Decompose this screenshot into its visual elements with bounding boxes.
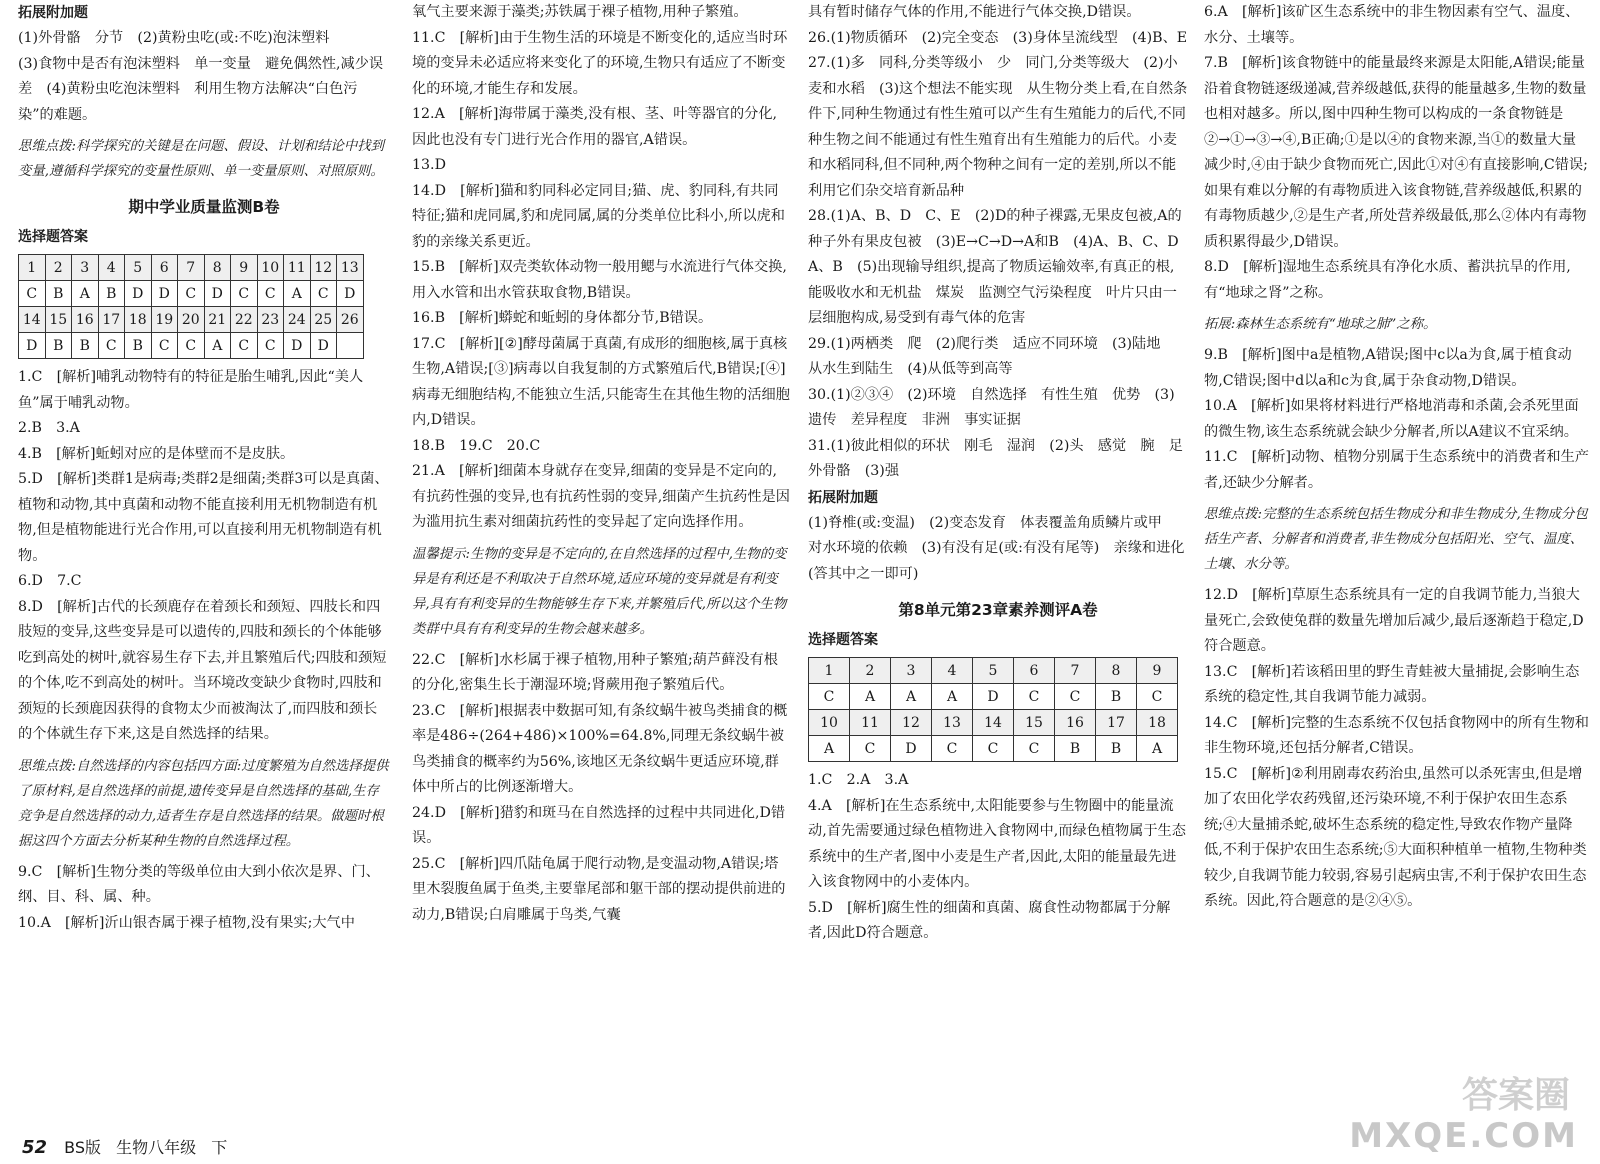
table-cell: 13 [337,255,364,281]
watermark-logo: 答案圈 [1461,1075,1570,1116]
table-cell: 1 [809,658,850,684]
table-cell: 10 [257,255,284,281]
table-cell: 19 [151,307,178,333]
table-cell: C [1137,684,1178,710]
answer-text: 6.D 7.C [18,573,82,589]
table-cell: 4 [98,255,125,281]
answer-text: 29.(1)两栖类 爬 (2)爬行类 适应不同环境 (3)陆地 从水生到陆生 (4)从低等到高等 [808,335,1175,377]
table-cell: C [932,736,973,762]
table-cell: 2 [45,255,72,281]
answer-text: 8.D [解析]古代的长颈鹿存在着颈长和颈短、四肢长和四肢短的变异,这些变异是可以遗传的,四肢和颈长的个体能够吃到高处的树叶,就容易生存下去,并且繁殖后代;四肢和颈短的个体,吃不到高处的树叶。当环境改变缺少食物时,四肢和颈短的长颈鹿因获得的食物太少而被淘汰了,而四肢和颈长的个体就生存下来,这是自然选择的结果。 [18,598,387,742]
table-cell: C [19,281,46,307]
answer-text: 9.C [解析]生物分类的等级单位由大到小依次是界、门、纲、目、科、属、种。 [18,863,380,905]
answer-text: 25.C [解析]四爪陆龟属于爬行动物,是变温动物,A错误;塔里木裂腹鱼属于鱼类,主要靠尾部和躯干部的摆动提供前进的动力,B错误;白肩雕属于鸟类,气囊 [412,855,786,923]
table-cell: 15 [45,307,72,333]
answer-text: 24.D [解析]猎豹和斑马在自然选择的过程中共同进化,D错误。 [412,804,786,846]
answer-text: 26.(1)物质循环 (2)完全变态 (3)身体呈流线型 (4)B、E [808,29,1188,46]
answer-text: (1)外骨骼 分节 (2)黄粉虫吃(或:不吃)泡沫塑料 [18,30,330,46]
table-cell: A [891,684,932,710]
answer-text: 5.D [解析]类群1是病毒;类群2是细菌;类群3可以是真菌、植物和动物,其中真菌和动物不能直接利用无机物制造有机物,但是植物能进行光合作用,可以直接利用无机物制造有机物。 [18,471,389,564]
thinking-tip: 思维点拨:自然选择的内容包括四方面:过度繁殖为自然选择提供了原材料,是自然选择的前提,遗传变异是自然选择的基础,生存竞争是自然选择的动力,适者生存是自然选择的结果。做题时根据这四个方面去分析某种生物的自然选择过程。 [18,758,389,849]
table-cell: 10 [809,710,850,736]
table-cell: 5 [973,658,1014,684]
table-cell: 8 [1096,658,1137,684]
table-cell: 16 [1055,710,1096,736]
answer-text: 4.B [解析]蚯蚓对应的是体壁而不是皮肤。 [18,445,295,462]
answer-text: 12.A [解析]海带属于藻类,没有根、茎、叶等器官的分化,因此也没有专门进行光合作用的器官,A错误。 [412,106,778,148]
table-cell: 23 [257,307,284,333]
table-row [19,281,364,307]
table-row [809,684,1178,710]
extension-tip: 拓展:森林生态系统有“地球之肺”之称。 [1204,317,1437,332]
table-row [809,736,1178,762]
answer-text: (1)脊椎(或:变温) (2)变态发育 体表覆盖角质鳞片或甲 对水环境的依赖 (3)有没有足(或:有没有尾等) 亲缘和进化(答其中之一即可) [808,514,1185,582]
edition-label: BS版 [64,1138,102,1157]
column-2 [412,0,790,1125]
table-cell: 15 [1014,710,1055,736]
table-cell [337,333,364,359]
table-cell: A [932,684,973,710]
table-cell: 20 [178,307,205,333]
table-cell: C [98,333,125,359]
table-cell: 12 [310,255,337,281]
table-cell: C [1014,684,1055,710]
table-cell: 18 [125,307,152,333]
table-cell: A [72,281,99,307]
table-cell: 18 [1137,710,1178,736]
table-cell: D [204,281,231,307]
answer-text: 22.C [解析]水杉属于裸子植物,用种子繁殖;葫芦藓没有根的分化,密集生长于潮湿环境;肾蕨用孢子繁殖后代。 [412,651,778,693]
table-cell: A [204,333,231,359]
table-cell: B [45,333,72,359]
page-number: 52 [22,1137,48,1158]
answer-text: 15.C [解析]②利用剧毒农药治虫,虽然可以杀死害虫,但是增加了农田化学农药残留,还污染环境,不利于保护农田生态系统;④大量捕杀蛇,破坏生态系统的稳定性,导致农作物产量降低,不利于保护农田生态系统;⑤大面积种植单一植物,生物种类较少,自我调节能力较弱,容易引起病虫害,不利于保护农田生态系统。因此,符合题意的是②④⑤。 [1204,765,1587,909]
table-cell: C [850,736,891,762]
answer-text: 23.C [解析]根据表中数据可知,有条纹蜗牛被鸟类捕食的概率是486÷(264+486)×100%=64.8%,同理无条纹蜗牛被鸟类捕食的概率约为56%,该地区无条纹蜗牛更适应环境,群体中所占的比例逐渐增大。 [412,702,788,795]
table-cell: C [809,684,850,710]
answer-text: 30.(1)②③④ (2)环境 自然选择 有性生殖 优势 (3)遗传 差异程度 非洲 事实证据 [808,386,1175,428]
table-row [19,255,364,281]
answer-table [18,254,364,359]
answer-text: 31.(1)彼此相似的环状 刚毛 湿润 (2)头 感觉 腕 足 外骨骼 (3)强 [808,437,1198,479]
table-cell: C [1014,736,1055,762]
answer-text: 10.A [解析]如果将材料进行严格地消毒和杀菌,会杀死里面的微生物,该生态系统就会缺少分解者,所以A建议不宜采纳。 [1204,398,1579,440]
table-cell: 25 [310,307,337,333]
table-cell: 14 [19,307,46,333]
table-cell: C [973,736,1014,762]
table-cell: D [151,281,178,307]
table-cell: 13 [932,710,973,736]
table-cell: 12 [891,710,932,736]
table-cell: D [125,281,152,307]
exam-title: 期中学业质量监测B卷 [128,198,280,216]
answer-text: 17.C [解析][②]酵母菌属于真菌,有成形的细胞核,属于真核生物,A错误;[③]病毒以自我复制的方式繁殖后代,B错误;[④]病毒无细胞结构,不能独立生活,只能寄生在其他生物的活细胞内,D错误。 [412,335,790,428]
table-cell: 2 [850,658,891,684]
table-cell: 21 [204,307,231,333]
table-cell: B [1055,736,1096,762]
table-cell: C [178,333,205,359]
table-cell: 6 [151,255,178,281]
exam-title: 第8单元第23章素养测评A卷 [898,601,1098,619]
answer-text: 14.D [解析]猫和豹同科必定同目;猫、虎、豹同科,有共同特征;猫和虎同属,豹和虎同属,属的分类单位比科小,所以虎和豹的亲缘关系更近。 [412,182,785,250]
answer-text: 4.A [解析]在生态系统中,太阳能要参与生物圈中的能量流动,首先需要通过绿色植物进入食物网中,而绿色植物属于生态系统中的生产者,图中小麦是生产者,因此,太阳的能量最先进入该食物网中的小麦体内。 [808,797,1186,890]
table-cell: D [284,333,311,359]
table-cell: A [284,281,311,307]
answer-text: 具有暂时储存气体的作用,不能进行气体交换,D错误。 [808,4,1141,20]
table-cell: B [1096,736,1137,762]
answer-text: 14.C [解析]完整的生态系统不仅包括食物网中的所有生物和非生物环境,还包括分解者,C错误。 [1204,714,1589,756]
column-1 [18,0,390,1125]
table-cell: 17 [1096,710,1137,736]
table-row [809,658,1178,684]
answer-text: 27.(1)多 同科,分类等级小 少 同门,分类等级大 (2)小麦和水稻 (3)这个想法不能实现 从生物分类上看,在自然条件下,同种生物通过有性生殖可以产生有生殖能力的后代,不同种生物之间不能通过有性生殖育出有生殖能力的后代。小麦和水稻同科,但不同种,两个物种之间有一定的差别,所以不能利用它们杂交培育新品种 [808,55,1188,199]
table-cell: D [891,736,932,762]
answer-text: 11.C [解析]由于生物生活的环境是不断变化的,适应当时环境的变异未必适应将来变化了的环境,生物只有适应了不断变化的环境,才能生存和发展。 [412,29,788,97]
table-cell: D [19,333,46,359]
answer-text: 6.A [解析]该矿区生态系统中的非生物因素有空气、温度、水分、土壤等。 [1204,4,1580,46]
table-cell: D [973,684,1014,710]
section-heading: 选择题答案 [808,632,878,648]
table-cell: D [310,333,337,359]
table-cell: A [1137,736,1178,762]
table-cell: C [231,333,258,359]
table-cell: 7 [178,255,205,281]
table-cell: 9 [231,255,258,281]
term-label: 下 [211,1138,228,1157]
answer-text: 9.B [解析]图中a是植物,A错误;图中c以a为食,属于植食动物,C错误;图中d以a和c为食,属于杂食动物,D错误。 [1204,347,1572,389]
table-cell: 17 [98,307,125,333]
watermark-text: MXQE.COM [1349,1116,1578,1156]
answer-text: 11.C [解析]动物、植物分别属于生态系统中的消费者和生产者,还缺少分解者。 [1204,449,1589,491]
page-footer [22,1135,237,1158]
answer-text: 2.B 3.A [18,420,80,436]
table-cell: D [337,281,364,307]
thinking-tip: 思维点拨:科学探究的关键是在问题、假设、计划和结论中找到变量,遵循科学探究的变量性原则、单一变量原则、对照原则。 [18,139,385,179]
answer-text: 氧气主要来源于藻类;苏铁属于裸子植物,用种子繁殖。 [412,4,748,20]
answer-text: 1.C 2.A 3.A [808,772,909,788]
table-cell: 5 [125,255,152,281]
table-cell: 14 [973,710,1014,736]
subject-label: 生物八年级 [116,1138,197,1157]
section-heading: 选择题答案 [18,229,88,245]
table-cell: 3 [891,658,932,684]
table-row [19,307,364,333]
warm-tip: 温馨提示:生物的变异是不定向的,在自然选择的过程中,生物的变异是有利还是不利取决于自然环境,适应环境的变异就是有利变异,具有有利变异的生物能够生存下来,并繁殖后代,所以这个生物类群中具有有利变异的生物会越来越多。 [412,546,787,637]
answer-text: 21.A [解析]细菌本身就存在变异,细菌的变异是不定向的,有抗药性强的变异,也有抗药性弱的变异,细菌产生抗药性是因为滥用抗生素对细菌抗药性的变异起了定向选择作用。 [412,463,790,530]
table-cell: B [72,333,99,359]
table-cell: 7 [1055,658,1096,684]
answer-text: 7.B [解析]该食物链中的能量最终来源是太阳能,A错误;能量沿着食物链逐级递减,营养级越低,获得的能量越多,生物的数量也相对越多。所以,图中四种生物可以构成的一条食物链是②→①→③→④,B正确;①是以④的食物来源,当①的数量大量减少时,④由于缺少食物而死亡,因此①对④有直接影响,C错误;如果有难以分解的有毒物质进入该食物链,营养级越低,积累的有毒物质越少,②是生产者,所处营养级最低,那么②体内有毒物质积累得最少,D错误。 [1204,55,1588,250]
table-cell: 8 [204,255,231,281]
table-row [809,710,1178,736]
table-cell: 6 [1014,658,1055,684]
table-cell: 4 [932,658,973,684]
table-row [19,333,364,359]
table-cell: B [45,281,72,307]
table-cell: 1 [19,255,46,281]
table-cell: A [850,684,891,710]
table-cell: B [125,333,152,359]
answer-text: 28.(1)A、B、D C、E (2)D的种子裸露,无果皮包被,A的种子外有果皮包被 (3)E→C→D→A和B (4)A、B、C、D A、B (5)出现输导组织,提高了物质运输效率,有真正的根,能吸收水和无机盐 煤炭 监测空气污染程度 叶片只由一层细胞构成,易受到有毒气体的危害 [808,208,1193,326]
answer-text: 15.B [解析]双壳类软体动物一般用鳃与水流进行气体交换,用入水管和出水管获取食物,B错误。 [412,259,787,301]
column-3 [808,0,1198,1125]
answer-text: 10.A [解析]沂山银杏属于裸子植物,没有果实;大气中 [18,914,355,931]
answer-text: 1.C [解析]哺乳动物特有的特征是胎生哺乳,因此“美人鱼”属于哺乳动物。 [18,369,364,411]
answer-text: 13.C [解析]若该稻田里的野生青蛙被大量捕捉,会影响生态系统的稳定性,其自我调节能力减弱。 [1204,663,1580,705]
answer-text: 18.B 19.C 20.C [412,437,541,454]
thinking-tip: 思维点拨:完整的生态系统包括生物成分和非生物成分,生物成分包括生产者、分解者和消费者,非生物成分包括阳光、空气、温度、土壤、水分等。 [1204,507,1588,572]
table-cell: 26 [337,307,364,333]
answer-text: (3)食物中是否有泡沫塑料 单一变量 避免偶然性,减少误差 (4)黄粉虫吃泡沫塑料 利用生物方法解决“白色污染”的难题。 [18,55,384,123]
table-cell: 9 [1137,658,1178,684]
table-cell: 11 [850,710,891,736]
answer-table [808,657,1178,762]
table-cell: B [1096,684,1137,710]
answer-text: 8.D [解析]湿地生态系统具有净化水质、蓄洪抗旱的作用,有“地球之肾”之称。 [1204,259,1571,301]
table-cell: A [809,736,850,762]
table-cell: C [310,281,337,307]
answer-text: 13.D [412,157,446,173]
table-cell: 11 [284,255,311,281]
table-cell: 24 [284,307,311,333]
section-heading: 拓展附加题 [808,489,878,506]
answer-text: 16.B [解析]蟒蛇和蚯蚓的身体都分节,B错误。 [412,310,713,326]
table-cell: C [257,333,284,359]
table-cell: C [178,281,205,307]
table-cell: 22 [231,307,258,333]
answer-text: 5.D [解析]腐生性的细菌和真菌、腐食性动物都属于分解者,因此D符合题意。 [808,899,1171,941]
section-heading: 拓展附加题 [18,5,88,21]
table-cell: C [231,281,258,307]
answer-text: 12.D [解析]草原生态系统具有一定的自我调节能力,当狼大量死亡,会致使兔群的数量先增加后减少,最后逐渐趋于稳定,D符合题意。 [1204,587,1584,654]
table-cell: C [1055,684,1096,710]
column-4 [1204,0,1590,1125]
table-cell: 16 [72,307,99,333]
table-cell: 3 [72,255,99,281]
table-cell: C [151,333,178,359]
table-cell: B [98,281,125,307]
table-cell: C [257,281,284,307]
